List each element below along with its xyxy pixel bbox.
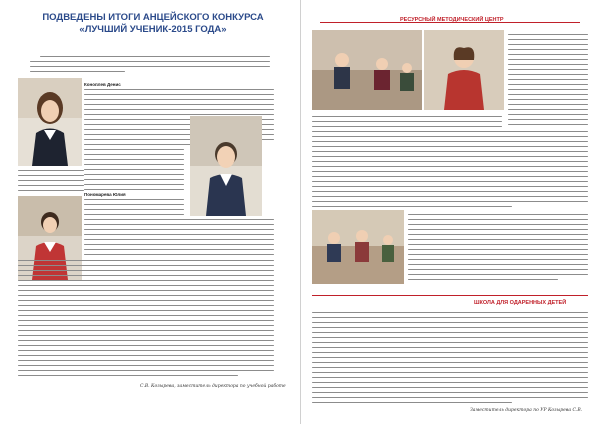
speaker-image	[424, 30, 504, 110]
portrait-image	[18, 78, 82, 166]
left-signature: С.В. Козырева, заместитель директора по учебной работе	[140, 384, 286, 389]
conference-photo-1	[312, 30, 422, 110]
portrait-image	[190, 116, 262, 216]
section-rule	[312, 295, 588, 296]
winner-photo-girl	[18, 78, 82, 166]
conference-photo-2	[424, 30, 504, 110]
group-meeting-photo	[312, 210, 404, 284]
right-page-header: РЕСУРСНЫЙ МЕТОДИЧЕСКИЙ ЦЕНТР	[400, 17, 504, 23]
winner-photo-boy	[190, 116, 262, 216]
article-title	[30, 12, 276, 36]
meeting-image	[312, 30, 422, 110]
children-photo	[18, 196, 82, 280]
title-line-1: ПОДВЕДЕНЫ ИТОГИ АНЦЕЙСКОГО КОНКУРСА	[42, 12, 264, 23]
section-gifted-school: ШКОЛА ДЛЯ ОДАРЕННЫХ ДЕТЕЙ	[474, 300, 567, 306]
winner-name-2: Пономарева Юлия	[84, 192, 126, 197]
winner-name-1: Коноплев Денис	[84, 82, 121, 87]
meeting-image	[312, 210, 404, 284]
title-line-2: «ЛУЧШИЙ УЧЕНИК-2015 ГОДА»	[79, 24, 227, 35]
group-image	[18, 196, 82, 280]
right-signature: Заместитель директора по УР Козырева С.В.	[470, 408, 583, 413]
